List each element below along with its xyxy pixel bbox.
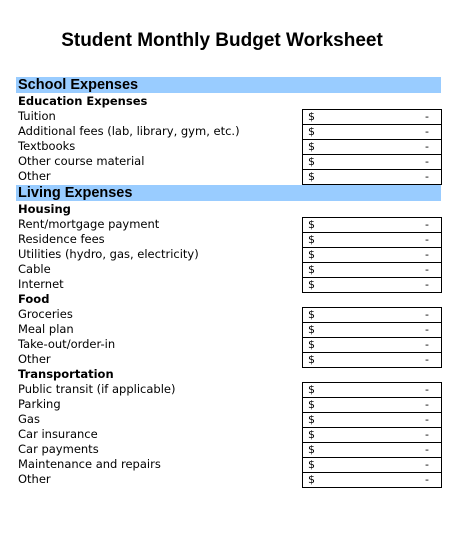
currency-symbol: $ xyxy=(308,248,315,261)
row-other-education xyxy=(16,169,441,184)
currency-symbol: $ xyxy=(308,278,315,291)
row-label: Maintenance and repairs xyxy=(18,457,161,471)
row-car-payments xyxy=(16,442,441,457)
currency-symbol: $ xyxy=(308,428,315,441)
row-label: Parking xyxy=(18,397,61,411)
currency-symbol: $ xyxy=(308,353,315,366)
amount-value: - xyxy=(425,218,429,231)
group-header-transportation: Transportation xyxy=(18,367,114,381)
worksheet-title: Student Monthly Budget Worksheet xyxy=(61,30,383,51)
amount-cell[interactable] xyxy=(302,277,442,293)
row-take-out xyxy=(16,337,441,352)
amount-cell[interactable] xyxy=(302,472,442,488)
currency-symbol: $ xyxy=(308,413,315,426)
currency-symbol: $ xyxy=(308,308,315,321)
amount-cell[interactable] xyxy=(302,139,442,154)
row-cable xyxy=(16,262,441,277)
row-label: Cable xyxy=(18,262,51,276)
amount-value: - xyxy=(425,110,429,123)
amount-cell[interactable] xyxy=(302,382,442,397)
amount-value: - xyxy=(425,458,429,471)
amount-value: - xyxy=(425,125,429,138)
row-label: Utilities (hydro, gas, electricity) xyxy=(18,247,199,261)
row-parking xyxy=(16,397,441,412)
row-other-course-material xyxy=(16,154,441,169)
amount-cell[interactable] xyxy=(302,352,442,368)
amount-cell[interactable] xyxy=(302,217,442,232)
amount-value: - xyxy=(425,140,429,153)
row-other-transportation xyxy=(16,472,441,487)
currency-symbol: $ xyxy=(308,140,315,153)
group-header-housing: Housing xyxy=(18,202,71,216)
currency-symbol: $ xyxy=(308,125,315,138)
row-label: Tuition xyxy=(18,109,56,123)
currency-symbol: $ xyxy=(308,110,315,123)
currency-symbol: $ xyxy=(308,383,315,396)
group-header-food: Food xyxy=(18,292,50,306)
amount-cell[interactable] xyxy=(302,457,442,472)
row-label: Other xyxy=(18,169,51,183)
row-groceries xyxy=(16,307,441,322)
row-additional-fees xyxy=(16,124,441,139)
section-header-school-expenses: School Expenses xyxy=(16,77,441,93)
row-car-insurance xyxy=(16,427,441,442)
currency-symbol: $ xyxy=(308,443,315,456)
section-header-living-expenses: Living Expenses xyxy=(16,185,441,201)
amount-cell[interactable] xyxy=(302,247,442,262)
row-label: Groceries xyxy=(18,307,73,321)
amount-cell[interactable] xyxy=(302,124,442,139)
row-label: Meal plan xyxy=(18,322,74,336)
amount-value: - xyxy=(425,353,429,366)
amount-value: - xyxy=(425,308,429,321)
amount-cell[interactable] xyxy=(302,262,442,277)
row-tuition xyxy=(16,109,441,124)
currency-symbol: $ xyxy=(308,233,315,246)
amount-value: - xyxy=(425,155,429,168)
amount-cell[interactable] xyxy=(302,154,442,169)
currency-symbol: $ xyxy=(308,323,315,336)
budget-sheet xyxy=(16,77,441,487)
row-label: Additional fees (lab, library, gym, etc.) xyxy=(18,124,240,138)
amount-value: - xyxy=(425,428,429,441)
amount-cell[interactable] xyxy=(302,232,442,247)
currency-symbol: $ xyxy=(308,263,315,276)
amount-value: - xyxy=(425,170,429,183)
currency-symbol: $ xyxy=(308,458,315,471)
row-label: Other xyxy=(18,472,51,486)
amount-value: - xyxy=(425,443,429,456)
amount-value: - xyxy=(425,248,429,261)
amount-cell[interactable] xyxy=(302,337,442,352)
amount-value: - xyxy=(425,323,429,336)
row-textbooks xyxy=(16,139,441,154)
amount-cell[interactable] xyxy=(302,442,442,457)
row-internet xyxy=(16,277,441,292)
row-label: Take-out/order-in xyxy=(18,337,116,351)
row-label: Rent/mortgage payment xyxy=(18,217,160,231)
amount-value: - xyxy=(425,263,429,276)
row-other-food xyxy=(16,352,441,367)
amount-cell[interactable] xyxy=(302,427,442,442)
amount-value: - xyxy=(425,473,429,486)
row-label: Other course material xyxy=(18,154,145,168)
row-gas xyxy=(16,412,441,427)
currency-symbol: $ xyxy=(308,218,315,231)
row-label: Residence fees xyxy=(18,232,105,246)
amount-value: - xyxy=(425,398,429,411)
amount-value: - xyxy=(425,383,429,396)
group-header-education-expenses: Education Expenses xyxy=(18,94,148,108)
amount-cell[interactable] xyxy=(302,397,442,412)
row-residence-fees xyxy=(16,232,441,247)
amount-value: - xyxy=(425,278,429,291)
amount-value: - xyxy=(425,413,429,426)
row-label: Textbooks xyxy=(18,139,76,153)
row-maintenance-repairs xyxy=(16,457,441,472)
row-label: Internet xyxy=(18,277,64,291)
row-utilities xyxy=(16,247,441,262)
currency-symbol: $ xyxy=(308,398,315,411)
currency-symbol: $ xyxy=(308,170,315,183)
row-label: Car insurance xyxy=(18,427,98,441)
amount-cell[interactable] xyxy=(302,412,442,427)
row-label: Other xyxy=(18,352,51,366)
amount-cell[interactable] xyxy=(302,169,442,185)
amount-cell[interactable] xyxy=(302,109,442,124)
currency-symbol: $ xyxy=(308,338,315,351)
row-public-transit xyxy=(16,382,441,397)
amount-value: - xyxy=(425,338,429,351)
currency-symbol: $ xyxy=(308,473,315,486)
row-label: Public transit (if applicable) xyxy=(18,382,176,396)
amount-value: - xyxy=(425,233,429,246)
row-meal-plan xyxy=(16,322,441,337)
row-label: Car payments xyxy=(18,442,99,456)
currency-symbol: $ xyxy=(308,155,315,168)
row-rent-mortgage xyxy=(16,217,441,232)
row-label: Gas xyxy=(18,412,40,426)
amount-cell[interactable] xyxy=(302,307,442,322)
amount-cell[interactable] xyxy=(302,322,442,337)
